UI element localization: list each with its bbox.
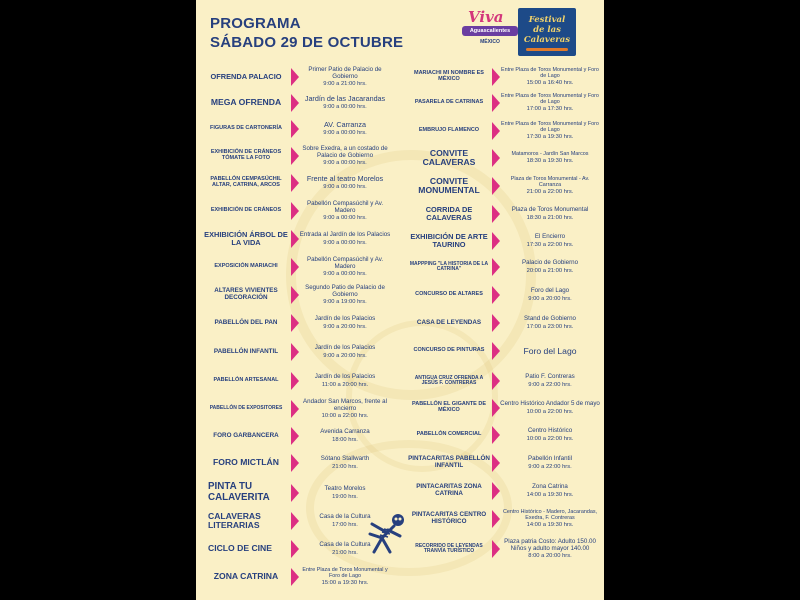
arrow-icon [291, 454, 299, 472]
event-time: 9:00 a 00:00 hrs. [323, 130, 367, 137]
viva-aguascalientes-logo [462, 8, 518, 54]
festival-logo-bar [526, 48, 568, 51]
arrow-icon [291, 343, 299, 361]
event-place: Avenida Carranza [320, 428, 370, 436]
event-time: 9:00 a 00:00 hrs. [323, 160, 367, 167]
event-time: 17:30 a 22:00 hrs. [526, 241, 574, 248]
event-place: Sobre Exedra, a un costado de Palacio de Gobierno [302, 144, 388, 159]
event-place: Entrada al Jardín de los Palacios [299, 231, 391, 239]
event-place: Pabellón Cempasúchil y Av. Madero [306, 199, 384, 214]
event-name: EXHIBICIÓN DE ARTE TAURINO [410, 232, 488, 249]
event-place: Jardín de los Palacios [314, 344, 376, 352]
event-time: 21:00 a 22:00 hrs. [526, 189, 574, 196]
arrow-icon [291, 427, 299, 445]
event-time: 18:30 a 21:00 hrs. [526, 214, 574, 221]
viva-logo-word: Viva [468, 8, 504, 26]
arrow-icon [291, 94, 299, 112]
arrow-icon [492, 94, 500, 112]
program-poster [196, 0, 604, 600]
event-place: Centro Histórico Andador 5 de mayo [500, 400, 600, 408]
event-name: PABELLÓN COMERCIAL [416, 431, 482, 438]
event-place: Patio F. Contreras [525, 373, 575, 381]
festival-logo-line-1: Festival [528, 15, 566, 25]
event-name: MARIACHI MI NOMBRE ES MÉXICO [414, 70, 484, 82]
arrow-icon [492, 205, 500, 223]
skeleton-illustration [364, 512, 408, 558]
arrow-icon [492, 482, 500, 500]
arrow-icon [291, 147, 299, 165]
viva-logo-name: Aguascalientes [462, 26, 518, 36]
arrow-icon [291, 258, 299, 276]
event-name: PINTA TU CALAVERITA [208, 481, 270, 503]
event-place: Frente al teatro Morelos [306, 173, 384, 183]
event-name: ALTARES VIVIENTES DECORACIÓN [214, 287, 278, 301]
title-line-1: PROGRAMA [210, 15, 301, 32]
event-name: CONCURSO DE PINTURAS [413, 347, 485, 354]
festival-calaveras-logo [518, 8, 576, 56]
event-place: Casa de la Cultura [319, 513, 371, 521]
event-time: 11:00 a 20:00 hrs. [321, 381, 369, 388]
event-name: ZONA CATRINA [213, 571, 279, 582]
event-name: CICLO DE CINE [208, 543, 272, 554]
event-time: 9:00 a 00:00 hrs. [323, 104, 367, 111]
arrow-icon [492, 122, 500, 140]
arrow-icon [291, 540, 299, 558]
viva-logo-country: MÉXICO [480, 39, 500, 45]
event-time: 17:00 a 17:30 hrs. [526, 106, 574, 113]
event-name: FORO GARBANCERA [213, 431, 279, 439]
event-place: Entre Plaza de Toros Monumental y Foro de Lago [501, 66, 599, 79]
event-place: Teatro Morelos [324, 485, 366, 493]
arrow-icon [492, 258, 500, 276]
event-name: PINTACARITAS PABELLÓN INFANTIL [408, 455, 490, 469]
event-time: 18:30 a 19:30 hrs. [526, 158, 574, 165]
event-place: Stand de Gobierno [524, 315, 576, 323]
event-place: Matamoros - Jardín San Marcos [511, 150, 589, 157]
event-time: 8:00 a 20:00 hrs. [528, 553, 572, 560]
event-name: EXHIBICIÓN ÁRBOL DE LA VIDA [204, 230, 288, 247]
arrow-icon [291, 120, 299, 138]
event-place: Casa de la Cultura [319, 541, 371, 549]
event-time: 14:00 a 19:30 hrs. [526, 522, 574, 529]
event-name: PABELLÓN CEMPASÚCHIL ALTAR, CATRINA, ARCOS [210, 176, 282, 188]
event-time: 9:00 a 21:00 hrs. [323, 81, 367, 88]
event-place: Segundo Patio de Palacio de Gobierno [305, 283, 385, 298]
arrow-icon [492, 426, 500, 444]
event-place: Pabellón Infantil [527, 455, 573, 463]
event-name: PABELLÓN INFANTIL [213, 347, 279, 355]
arrow-icon [291, 68, 299, 86]
event-place: Jardín de los Palacios [314, 373, 376, 381]
event-name: FORO MICTLÁN [213, 457, 279, 468]
event-name: RECORRIDO DE LEYENDAS TRANVÍA TURÍSTICO [415, 542, 483, 554]
event-place: Plaza de Toros Monumental [511, 206, 589, 214]
arrow-icon [492, 372, 500, 390]
event-time: 15:00 a 16:40 hrs. [526, 80, 574, 87]
arrow-icon [492, 510, 500, 528]
event-time: 9:00 a 00:00 hrs. [323, 215, 367, 222]
arrow-icon [492, 454, 500, 472]
event-name: EXPOSICIÓN MARIACHI [214, 263, 278, 270]
event-time: 18:00 hrs. [332, 436, 358, 443]
event-place: Pabellón Cempasúchil y Av. Madero [306, 255, 384, 270]
event-time: 17:00 a 23:00 hrs. [526, 323, 574, 330]
event-time: 9:00 a 00:00 hrs. [323, 271, 367, 278]
event-name: CONCURSO DE ALTARES [415, 291, 483, 298]
arrow-icon [291, 400, 299, 418]
event-time: 10:00 a 22:00 hrs. [526, 408, 574, 415]
event-name: CONVITE MONUMENTAL [418, 175, 480, 195]
event-place: Foro del Lago [523, 345, 577, 356]
title-line-2: SÁBADO 29 DE OCTUBRE [210, 34, 404, 51]
event-name: PABELLÓN DEL PAN [214, 318, 278, 326]
event-name: EMBRUJO FLAMENCO [418, 127, 480, 134]
event-time: 10:00 a 22:00 hrs. [526, 435, 574, 442]
arrow-icon [492, 177, 500, 195]
arrow-icon [291, 568, 299, 586]
event-place: Foro del Lago [530, 287, 570, 295]
event-time: 9:00 a 20:00 hrs. [528, 295, 572, 302]
event-name: EXHIBICIÓN DE CRÁNEOS TÓMATE LA FOTO [210, 149, 282, 161]
event-time: 21:00 hrs. [332, 463, 358, 470]
event-time: 17:00 hrs. [332, 521, 358, 528]
event-place: Plaza de Toros Monumental - Av. Carranza [510, 175, 590, 188]
event-place: Centro Histórico [527, 427, 573, 435]
arrow-icon [291, 202, 299, 220]
event-name: PABELLÓN ARTESANAL [213, 377, 279, 384]
event-time: 9:00 a 22:00 hrs. [528, 463, 572, 470]
arrow-icon [291, 314, 299, 332]
event-time: 9:00 a 20:00 hrs. [323, 352, 367, 359]
arrow-icon [492, 540, 500, 558]
event-time: 19:00 hrs. [332, 493, 358, 500]
event-time: 14:00 a 19:30 hrs. [526, 491, 574, 498]
event-name: PABELLÓN EL GIGANTE DE MÉXICO [411, 401, 487, 413]
event-place: Palacio de Gobierno [521, 259, 579, 267]
arrow-icon [291, 512, 299, 530]
event-time: 9:00 a 19:00 hrs. [323, 299, 367, 306]
event-place: AV. Carranza [324, 119, 366, 129]
arrow-icon [291, 174, 299, 192]
event-place: Sótano Stallwarth [320, 455, 370, 463]
arrow-icon [492, 232, 500, 250]
event-time: 21:00 hrs. [332, 549, 358, 556]
arrow-icon [291, 372, 299, 390]
event-name: OFRENDA PALACIO [210, 72, 282, 81]
page-title [210, 14, 403, 52]
event-place: El Encierro [534, 233, 566, 241]
event-name: FIGURAS DE CARTONERÍA [209, 125, 282, 132]
arrow-icon [492, 314, 500, 332]
event-time: 9:00 a 22:00 hrs. [528, 381, 572, 388]
event-place: Zona Catrina [532, 483, 568, 491]
event-place: Andador San Marcos, frente al encierro [303, 397, 387, 412]
event-place: Plaza patria Costo: Adulto 150.00 Niños y adulto mayor 140.00 [504, 537, 596, 552]
event-name: CASA DE LEYENDAS [416, 318, 482, 326]
event-name: MEGA OFRENDA [210, 97, 282, 108]
event-time: 20:00 a 21:00 hrs. [526, 267, 574, 274]
event-place: Jardín de los Palacios [314, 315, 376, 323]
arrow-icon [492, 68, 500, 86]
event-time: 10:00 a 22:00 hrs. [321, 413, 369, 420]
event-place: Entre Plaza de Toros Monumental y Foro de Lago [501, 92, 599, 105]
arrow-icon [291, 286, 299, 304]
arrow-icon [492, 149, 500, 167]
event-place: Entre Plaza de Toros Monumental y Foro de Lago [302, 566, 388, 579]
event-name: CALAVERAS LITERARIAS [208, 510, 261, 530]
arrow-icon [291, 484, 299, 502]
event-time: 9:00 a 00:00 hrs. [323, 184, 367, 191]
event-name: CONVITE CALAVERAS [422, 147, 476, 167]
event-name: EXHIBICIÓN DE CRÁNEOS [210, 207, 282, 214]
event-place: Primer Patio de Palacio de Gobierno [308, 65, 382, 80]
event-name: ANTIGUA CRUZ OFRENDA A JESÚS F. CONTRERAS [414, 374, 484, 386]
arrow-icon [492, 342, 500, 360]
event-time: 9:00 a 00:00 hrs. [323, 239, 367, 246]
event-time: 9:00 a 20:00 hrs. [323, 323, 367, 330]
event-name: CORRIDA DE CALAVERAS [425, 205, 473, 222]
event-place: Jardín de las Jacarandas [304, 93, 386, 103]
event-time: 17:30 a 19:30 hrs. [526, 134, 574, 141]
arrow-icon [492, 399, 500, 417]
event-name: MAPPPING "LA HISTORIA DE LA CATRINA" [409, 260, 489, 272]
event-place: Entre Plaza de Toros Monumental y Foro de Lago [501, 120, 599, 133]
event-place: Centro Histórico - Madero, Jacarandas, Exedra, F. Contreras [502, 508, 598, 521]
event-name: PINTACARITAS ZONA CATRINA [416, 483, 482, 497]
event-name: PINTACARITAS CENTRO HISTÓRICO [411, 511, 487, 525]
event-name: PASARELA DE CATRINAS [414, 99, 484, 106]
event-name: PABELLÓN DE EXPOSITORES [209, 405, 283, 412]
festival-logo-line-2: de las [533, 25, 561, 35]
arrow-icon [492, 286, 500, 304]
event-time: 15:00 a 19:30 hrs. [321, 580, 369, 587]
festival-logo-line-3: Calaveras [523, 35, 571, 45]
arrow-icon [291, 230, 299, 248]
